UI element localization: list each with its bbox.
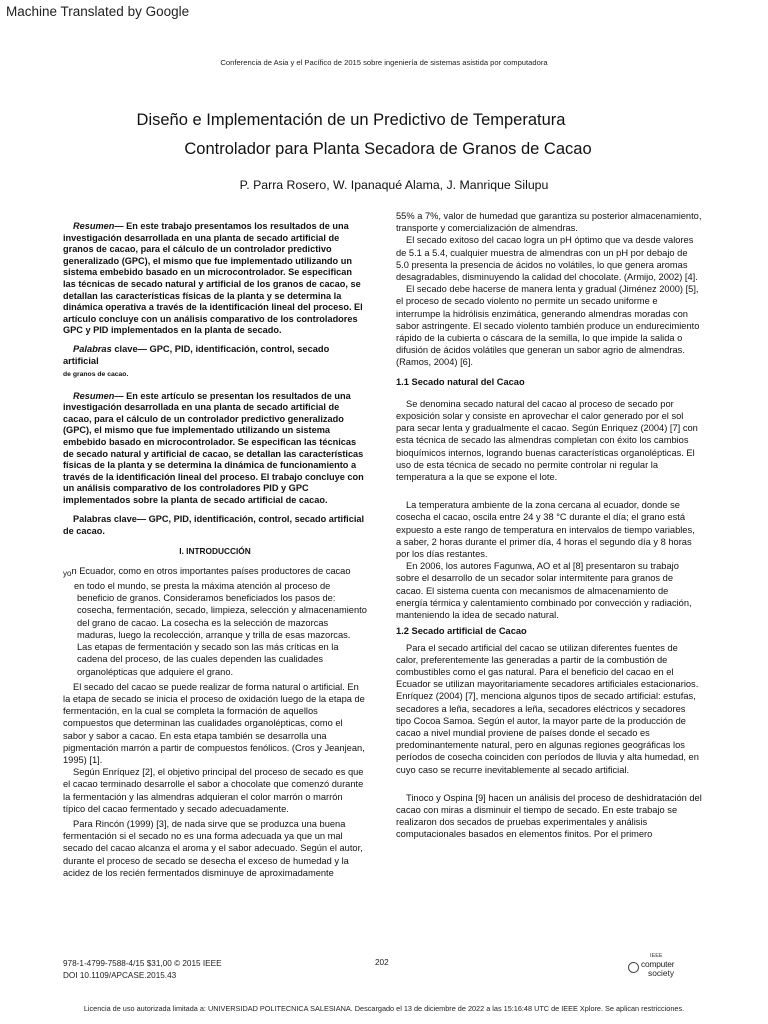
keywords-2: Palabras clave— GPC, PID, identificación, control, secado artificial de cacao. (63, 514, 365, 537)
footer-isbn: 978-1-4799-7588-4/15 $31,00 © 2015 IEEE (63, 959, 222, 968)
intro-paragraph-2: El secado del cacao se puede realizar de forma natural o artificial. En la etapa de secado se inicia el proceso de oxidación luego de la etapa de fermentación, en la cual se completa la formación de aquellos compuestos que determinan las cualidades organolépticas, como el sabor y sabor a cacao. En esta etapa también se desarrolla una pigmentación marrón a partir de compuestos fenólicos. (Cros y Jeanjean, 1995) [1]. (63, 681, 365, 765)
right-paragraph-2: El secado exitoso del cacao logra un pH óptimo que va desde valores de 5.1 a 5.4, cualquier muestra de almendras con un pH por debajo de 5.0 presenta la presencia de ácidos no volátiles, lo que genera aromas desagradables, disminuyendo la calidad del chocolate. (Armijo, 2002) [4]. (396, 235, 698, 283)
intro-p1-start: n Ecuador, como en otros importantes países productores de cacao (71, 565, 351, 576)
ieee-logo-icon (628, 962, 639, 973)
ieee-computer-society-logo (628, 953, 698, 979)
logo-computer-text: computer (641, 959, 675, 969)
right-paragraph-3: El secado debe hacerse de manera lenta y gradual (Jiménez 2000) [5], el proceso de secado violento no permite un secado uniforme e interrumpe la hidrólisis enzimática, generando almendras moradas con sabor astringente. El secado violento también produce un endurecimiento rápido de la cubierta o cáscara de la semilla, lo que impide la salida o difusión de ácidos volátiles que generan un sabor agrio de almendras. (Ramos, 2004) [6]. (396, 284, 700, 368)
keywords-1 (63, 343, 367, 382)
subsection-title-natural-drying: 1.1 Secado natural del Cacao (396, 376, 525, 387)
spacer (396, 776, 702, 792)
section-title-introduction: I. INTRODUCCIÓN (179, 545, 251, 556)
spacer (396, 483, 702, 499)
intro-paragraph-4: Para Rincón (1999) [3], de nada sirve que se produzca una buena fermentación si el secado no es una forma adecuada ya que un mal secado del cacao alcanza el aroma y el sabor adecuado. Según el autor, durante el proceso de secado se desecha el exceso de humedad y la acidez de los recién fermentados disminuye de aproximadamente (63, 818, 363, 878)
abstract-2-text: — En este artículo se presentan los resultados de una investigación desarrollada en una planta de secado artificial de cacao, para el cálculo de un controlador predictivo generalizado (GPC), el mismo que fue implementado utilizando un sistema embebido basado en microcontrolador. Se especifican las técnicas de secado natural y artificial de cacao, se detallan las características físicas de la planta y se determina la dinámica de funcionamiento a través de la identificación lineal del proceso. El trabajo concluye con un análisis comparativo de los controladores PID y GPC implementados sobre la planta de secado artificial de cacao. (63, 390, 364, 505)
paper-title-line-2: Controlador para Planta Secadora de Granos de Cacao (184, 140, 592, 158)
natural-drying-paragraph-3: En 2006, los autores Fagunwa, AO et al [8] presentaron su trabajo sobre el desarrollo de un secador solar intermitente para granos de cacao. El sistema cuenta con mecanismos de almacenamiento de energía térmica y calentamiento combinado por convección y radiación, manteniendo la idea de secado natural. (396, 561, 692, 621)
footer-citation (63, 958, 222, 982)
abstract-2 (63, 391, 367, 507)
abstract-2-label: Resumen (73, 390, 115, 401)
natural-drying-paragraph-2: La temperatura ambiente de la zona cercana al ecuador, donde se cosecha el cacao, oscila entre 24 y 38 °C durante el día; el grano está expuesto a este rango de temperatura en intervalos de tiempo variables, a saber, 2 horas durante el primer día, 4 horas el segundo día y 8 horas por los días restantes. (396, 500, 695, 560)
intro-dropcap: yo (63, 568, 72, 578)
right-column (396, 210, 702, 841)
keywords-1-tail: de granos de cacao. (63, 371, 129, 379)
keywords-1-label: Palabras (73, 343, 112, 354)
conference-header: Conferencia de Asia y el Pacífico de 2015 sobre ingeniería de sistemas asistida por computadora (220, 58, 548, 67)
keywords-1-text: clave— GPC, PID, identificación, control, secado artificial (63, 343, 330, 367)
intro-paragraph-1-rest: en todo el mundo, se presta la máxima atención al proceso de beneficio de granos. Consideramos beneficiados los pasos de: cosecha, fermentación, secado, limpieza, selección y almacenamiento del grano de cacao. La cosecha es la selección de mazorcas maduras, luego la recolección, arranque y trilla de esas mazorcas. Las etapas de fermentación y secado son las más críticas en la cadena del proceso, de las cuales dependen las cualidades organolépticas que adquiere el grano. (74, 581, 367, 677)
subsection-title-artificial-drying: 1.2 Secado artificial de Cacao (396, 626, 527, 637)
artificial-drying-paragraph-1: Para el secado artificial del cacao se utilizan diferentes fuentes de calor, preferentemente las generadas a partir de la combustión de combustibles como el gas natural. Para el beneficio del cacao en el Ecuador se utilizan mayoritariamente secadores artificiales estacionarios. Enríquez (2004) [7], menciona algunos tipos de secado artificial: estufas, secadores a leña, secadores a leña, secadores eléctricos y secadores tipo Cocoa Samoa. Según el autor, la mayor parte de la producción de cacao a nivel mundial proviene de países donde el secado es predominantemente natural, pero en algunas regiones geográficas los períodos de cosecha coinciden con períodos de lluvia y alta humedad, en cuyo caso se recurre inevitablemente al secado artificial. (396, 642, 699, 775)
artificial-drying-paragraph-2: Tinoco y Ospina [9] hacen un análisis del proceso de deshidratación del cacao con miras a disminuir el tiempo de secado. En este trabajo se realizaron dos secados de pruebas experimentales y análisis computacionales basados en elementos finitos. Por el primero (396, 792, 702, 840)
abstract-1-text: — En este trabajo presentamos los resultados de una investigación desarrollada en una planta de secado artificial de granos de cacao, para el cálculo de un controlador predictivo generalizado (GPC), el mismo que fue implementado utilizando un sistema embebido basado en un microcontrolador. Se especifican las técnicas de secado natural y artificial de los granos de cacao, se detallan las características físicas de la planta y se determina la dinámica operativa a través de la identificación lineal del proceso. El artículo concluye con un análisis comparativo de los controladores GPC y PID implementados en la planta de secado. (63, 221, 363, 336)
logo-ieee-text: IEEE (650, 953, 663, 959)
footer-doi: DOI 10.1109/APCASE.2015.43 (63, 971, 177, 980)
license-notice: Licencia de uso autorizada limitada a: UNIVERSIDAD POLITECNICA SALESIANA. Descargado el 13 de diciembre de 2022 a las 15:16:48 UTC de IEEE Xplore. Se aplican restricciones. (83, 1004, 685, 1013)
natural-drying-paragraph-1: Se denomina secado natural del cacao al proceso de secado por exposición solar y consiste en aprovechar el calor generado por el sol para secar lenta y gradualmente el cacao. Según Enriquez (2004) [7] con esta técnica de secado las almendras completan con éxito los cambios bioquímicos internos, logrando buenas características organolépticas. El uso de esta técnica de secado no permite controlar ni regular la temperatura a la que se expone el lote. (396, 398, 698, 483)
right-paragraph-1: 55% a 7%, valor de humedad que garantiza su posterior almacenamiento, transporte y comercialización de almendras. (396, 211, 702, 234)
logo-society-text: society (648, 968, 675, 978)
paper-authors: P. Parra Rosero, W. Ipanaqué Alama, J. Manrique Silupu (239, 178, 549, 192)
left-column (63, 221, 367, 879)
intro-paragraph-1 (63, 565, 367, 580)
abstract-1 (63, 221, 367, 337)
paper-title-line-1: Diseño e Implementación de un Predictivo de Temperatura (136, 111, 566, 129)
page-number: 202 (375, 958, 389, 967)
machine-translated-banner: Machine Translated by Google (6, 4, 190, 19)
abstract-1-label: Resumen (73, 221, 115, 231)
intro-paragraph-3: Según Enríquez [2], el objetivo principal del proceso de secado es que el cacao terminado desarrolle el sabor a chocolate que comenzó durante la fermentación y las almendras adquieran el color marrón o marrón típico del cacao fermentado y secado adecuadamente. (63, 767, 364, 814)
